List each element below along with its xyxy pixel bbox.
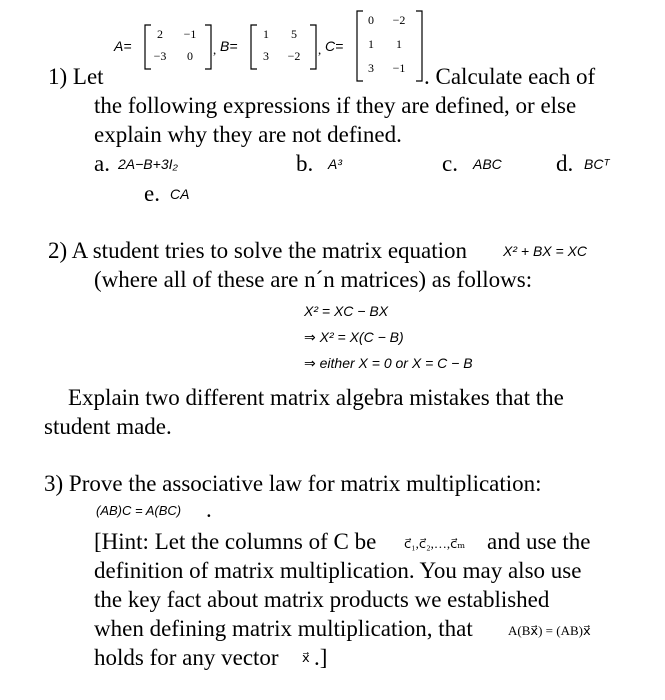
associative-law-period: . (206, 497, 212, 522)
hint-line5-end: .] (314, 645, 328, 670)
matrix-b-cell: 1 (263, 27, 269, 41)
matrix-c-right-bracket (414, 10, 424, 82)
part-d-label: d. (556, 151, 574, 176)
matrix-a-right-bracket (203, 24, 213, 70)
comma: , (318, 42, 322, 57)
column-vectors: c⃗₁,c⃗₂,…,c⃗ₘ (404, 536, 466, 551)
part-a-label: a. (94, 151, 110, 176)
matrix-c-cell: 1 (368, 37, 374, 51)
matrix-b-label: B= (220, 38, 238, 54)
solution-step-1: X² = XC − BX (304, 303, 389, 319)
matrix-b-cell: 5 (291, 27, 297, 41)
problem-3-line1: 3) Prove the associative law for matrix multiplication: (44, 471, 542, 496)
problem-2-line2: (where all of these are n´n matrices) as follows: (94, 267, 533, 292)
part-e-expression: CA (170, 186, 190, 202)
part-e-label: e. (144, 181, 160, 206)
matrix-c-cell: −1 (392, 61, 406, 75)
problem-2-conclusion-line2: student made. (44, 414, 172, 439)
part-a-expression: 2A−B+3I₂ (118, 156, 178, 172)
key-fact-equation: A(Bx⃗) = (AB)x⃗ (508, 623, 591, 638)
part-b-label: b. (296, 151, 314, 176)
problem-2-line1: 2) A student tries to solve the matrix equation (48, 238, 468, 263)
problem-2-equation: X² + BX = XC (503, 243, 588, 259)
matrix-b-right-bracket (308, 24, 318, 70)
matrix-c-cell: 1 (396, 37, 402, 51)
problem-2-conclusion-line1: Explain two different matrix algebra mistakes that the (68, 385, 564, 410)
matrix-c-cell: −2 (392, 13, 406, 27)
problem-1-line2: the following expressions if they are defined, or else (94, 93, 577, 118)
associative-law: (AB)C = A(BC) (96, 503, 182, 518)
problem-1-line3: explain why they are not defined. (94, 122, 402, 147)
matrix-b-cell: 3 (263, 49, 269, 63)
part-c-label: c. (442, 151, 458, 176)
part-c-expression: ABC (473, 156, 502, 172)
vector-x: x⃗ (302, 650, 310, 665)
matrix-c-label: C= (325, 38, 344, 54)
matrix-a-cell: −3 (153, 49, 167, 63)
matrix-a-cell: 2 (157, 27, 163, 41)
hint-line2: definition of matrix multiplication. You may also use (94, 558, 582, 583)
hint-line1-start: [Hint: Let the columns of C be (94, 529, 377, 554)
solution-step-3: ⇒ either X = 0 or X = C − B (304, 355, 473, 371)
matrix-a-cell: 0 (187, 49, 193, 63)
problem-1-number: 1) Let (48, 64, 104, 89)
matrix-c-cell: 0 (368, 13, 374, 27)
comma: , (213, 42, 217, 57)
hint-line3: the key fact about matrix products we established (94, 587, 550, 612)
solution-step-2: ⇒ X² = X(C − B) (304, 329, 404, 345)
matrix-a-label: A= (114, 38, 132, 54)
hint-line5-start: holds for any vector (94, 645, 279, 670)
hint-line4-start: when defining matrix multiplication, that (94, 616, 473, 641)
matrix-b-cell: −2 (287, 49, 301, 63)
part-d-expression: BCᵀ (584, 156, 609, 172)
problem-1-line1-end: . Calculate each of (424, 64, 596, 89)
matrix-c-cell: 3 (368, 61, 374, 75)
part-b-expression: A³ (328, 156, 342, 172)
matrix-a-cell: −1 (183, 27, 197, 41)
hint-line1-end: and use the (487, 529, 591, 554)
